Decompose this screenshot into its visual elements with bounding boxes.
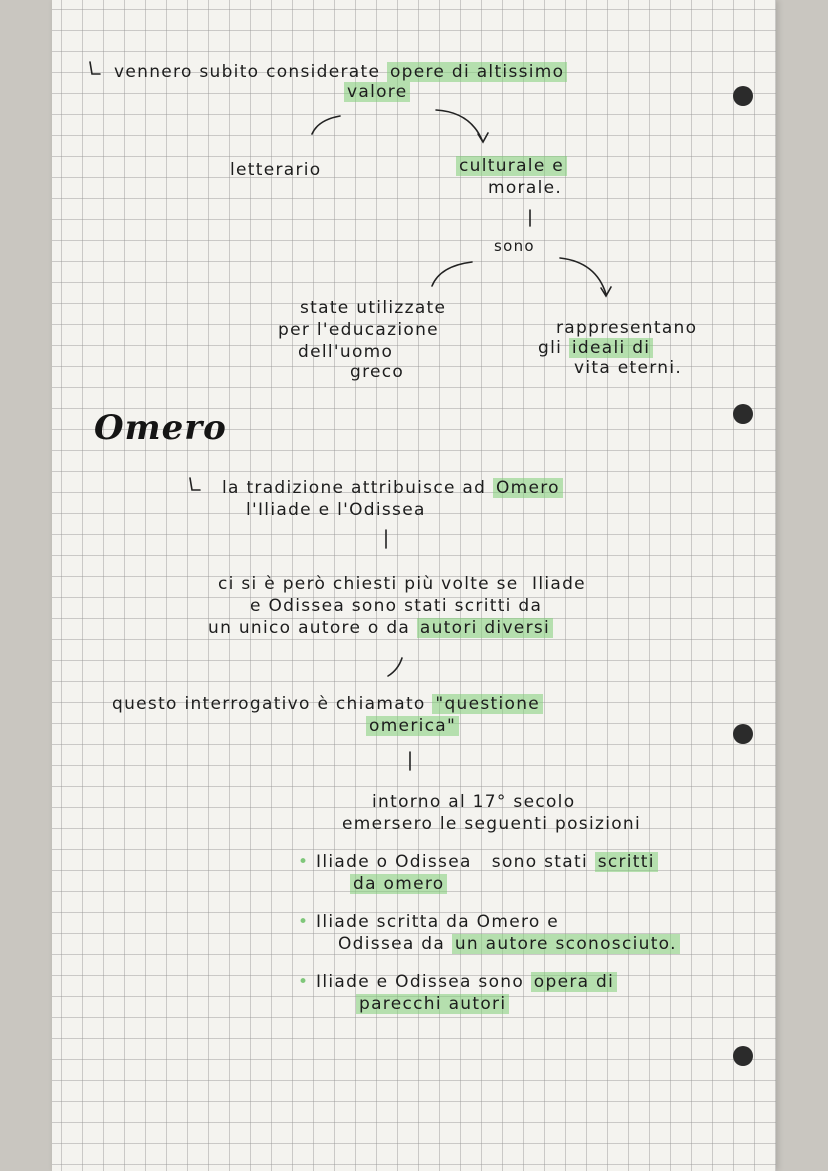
bullet-icon: • [298,852,310,872]
position-1-cont: da omero [350,874,447,894]
branch-left: letterario [230,160,322,180]
omero-line-6: questo interrogativo è chiamato "questione [112,694,543,714]
binder-hole [733,724,753,744]
left-desc-2: per l'educazione [278,320,439,340]
position-2-cont: Odissea da un autore sconosciuto. [338,934,680,954]
highlight: opere di altissimo [387,62,567,82]
position-2: • Iliade scritta da Omero e [298,912,560,932]
omero-line-1: la tradizione attribuisce ad Omero [222,478,563,498]
right-desc-3: vita eterni. [574,358,683,378]
position-1: • Iliade o Odissea sono stati scritti [298,852,658,872]
highlight: valore [344,82,410,102]
branch-right-2: morale. [488,178,563,198]
intro-line-2 [344,82,410,102]
omero-line-5: un unico autore o da autori diversi [208,618,553,638]
binder-hole [733,404,753,424]
omero-line-2: l'Iliade e l'Odissea [246,500,426,520]
position-3: • Iliade e Odissea sono opera di [298,972,617,992]
omero-line-3: ci si è però chiesti più volte se Iliade [218,574,586,594]
omero-line-4: e Odissea sono stati scritti da [250,596,543,616]
position-3-cont: parecchi autori [356,994,509,1014]
left-desc-1: state utilizzate [300,298,447,318]
left-desc-4: greco [350,362,405,382]
section-title: Omero [94,408,227,448]
binder-hole [733,1046,753,1066]
right-desc-2: gli ideali di [538,338,653,358]
right-desc-1: rappresentano [556,318,698,338]
branch-right-1: culturale e [456,156,567,176]
connector-word: sono [494,237,535,255]
omero-line-8: intorno al 17° secolo [372,792,576,812]
binder-hole [733,86,753,106]
intro-line-1: vennero subito considerate opere di altissimo [114,62,567,82]
left-desc-3: dell'uomo [298,342,394,362]
omero-line-7: omerica" [366,716,459,736]
omero-line-9: emersero le seguenti posizioni [342,814,642,834]
bullet-icon: • [298,972,310,992]
bullet-icon: • [298,912,310,932]
